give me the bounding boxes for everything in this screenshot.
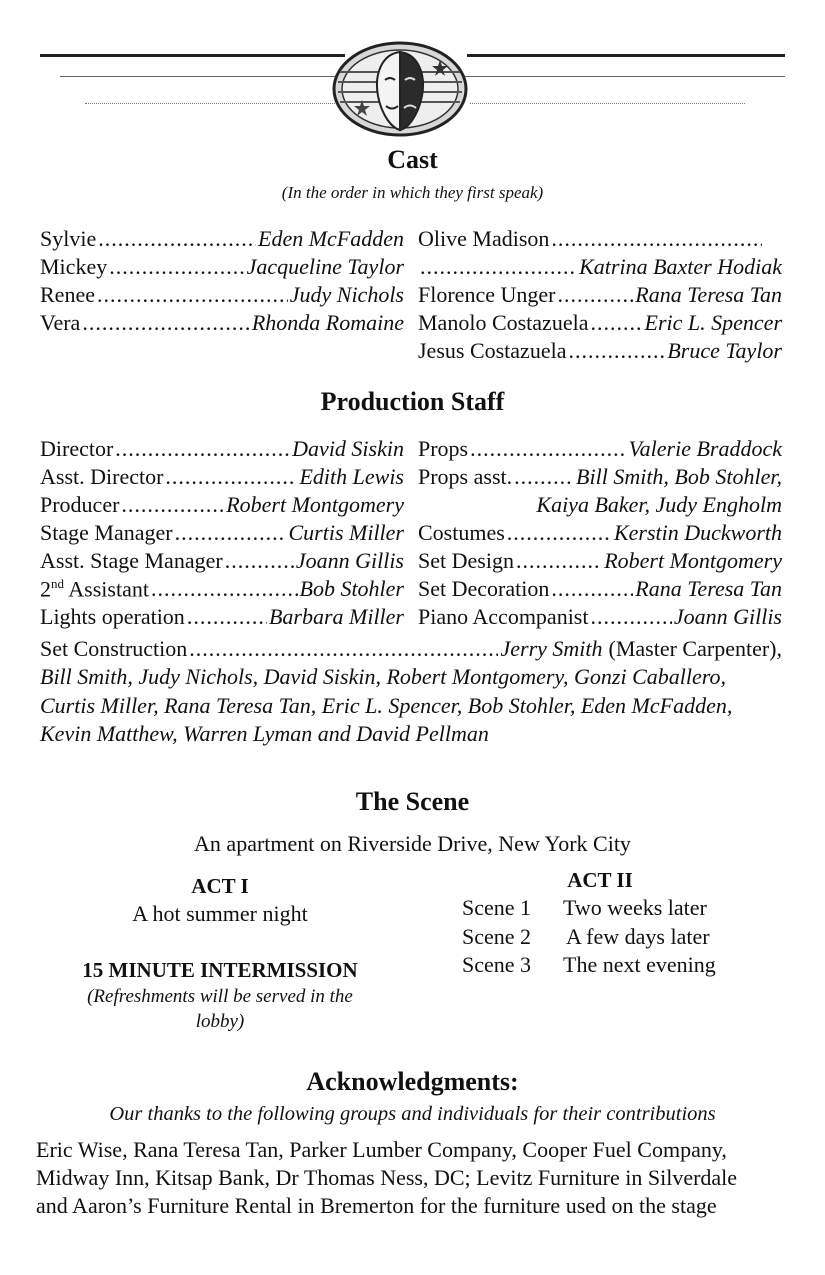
scene-row	[462, 923, 716, 952]
cast-line	[40, 310, 404, 336]
crew-line: Bill Smith, Judy Nichols, David Siskin, Robert Montgomery, Gonzi Caballero,	[40, 664, 727, 689]
staff-role: Asst. Stage Manager	[40, 548, 223, 573]
staff-role: Props	[418, 436, 469, 461]
acknowledgments-heading: Acknowledgments:	[306, 1067, 519, 1096]
staff-line	[418, 576, 782, 602]
staff-role: Stage Manager	[40, 520, 173, 545]
staff-line	[418, 464, 782, 490]
staff-line	[40, 604, 404, 630]
intermission-note	[40, 984, 400, 1034]
cast-role: Renee	[40, 282, 95, 307]
acknowledgments-body	[36, 1136, 796, 1220]
cast-role: Mickey	[40, 254, 108, 279]
staff-line	[418, 492, 782, 518]
staff-name: Bill Smith, Bob Stohler,	[576, 464, 782, 489]
staff-role: Costumes	[418, 520, 505, 545]
scene-setting: An apartment on Riverside Drive, New York City	[194, 831, 631, 856]
cast-role: Florence Unger	[418, 282, 556, 307]
staff-role: Director	[40, 436, 114, 461]
act2-title: ACT II	[567, 868, 633, 892]
rule-dotted-left	[85, 103, 335, 104]
scene-row	[462, 951, 716, 980]
cast-role: Manolo Costazuela	[418, 310, 589, 335]
scene-label: Scene 3	[462, 952, 532, 977]
cast-line	[40, 254, 404, 280]
staff-role: Set Design	[418, 548, 514, 573]
staff-name: Curtis Miller	[288, 520, 404, 545]
cast-actor: Eden McFadden	[258, 226, 404, 251]
cast-line	[40, 282, 404, 308]
header-ornament	[40, 40, 785, 140]
cast-actor: Jacqueline Taylor	[246, 254, 404, 279]
staff-name: David Siskin	[292, 436, 404, 461]
staff-line	[40, 464, 404, 490]
intermission-note-line: lobby)	[195, 1011, 245, 1032]
staff-line	[40, 492, 404, 518]
staff-name: Bob Stohler	[299, 576, 404, 602]
scene-heading: The Scene	[355, 787, 470, 816]
staff-note: (Master Carpenter),	[608, 636, 782, 661]
cast-actor: Rhonda Romaine	[251, 310, 404, 335]
staff-name: Kaiya Baker, Judy Engholm	[536, 492, 782, 517]
act2-scenes	[462, 894, 716, 980]
theatre-masks-emblem-icon	[330, 40, 470, 138]
cast-line	[418, 282, 782, 308]
cast-actor: Rana Teresa Tan	[635, 282, 782, 307]
rule-thin-left	[60, 76, 340, 77]
staff-name: Barbara Miller	[268, 604, 404, 629]
ack-line: Midway Inn, Kitsap Bank, Dr Thomas Ness, DC; Levitz Furniture in Silverdale	[36, 1165, 738, 1190]
staff-line	[40, 436, 404, 462]
scene-label: Scene 1	[462, 895, 532, 920]
staff-role: 2nd Assistant	[40, 576, 149, 602]
rule-right	[467, 54, 785, 57]
ack-line: Eric Wise, Rana Teresa Tan, Parker Lumber Company, Cooper Fuel Company,	[36, 1137, 727, 1162]
rule-left	[40, 54, 345, 57]
set-construction-crew	[40, 663, 790, 749]
cast-line	[418, 338, 782, 364]
cast-actor: Bruce Taylor	[667, 338, 782, 363]
staff-name: Rana Teresa Tan	[635, 576, 782, 601]
staff-name: Joann Gillis	[673, 604, 782, 629]
cast-line	[40, 226, 404, 252]
staff-role: Asst. Director	[40, 464, 164, 489]
staff-name: Robert Montgomery	[604, 548, 782, 573]
staff-name: Valerie Braddock	[628, 436, 782, 461]
act1-desc: A hot summer night	[132, 901, 308, 926]
scene-label: Scene 2	[462, 923, 532, 949]
staff-role: Props asst.	[418, 464, 513, 489]
staff-line	[40, 576, 404, 602]
staff-name: Kerstin Duckworth	[613, 520, 782, 545]
scene-desc: A few days later	[566, 923, 710, 949]
staff-role: Producer	[40, 492, 120, 517]
scene-row	[462, 894, 716, 923]
staff-name: Jerry Smith	[500, 636, 603, 661]
staff-line	[418, 548, 782, 574]
staff-line	[40, 548, 404, 574]
acknowledgments-subtitle: Our thanks to the following groups and individuals for their contributions	[109, 1103, 716, 1125]
staff-role: Set Construction	[40, 636, 188, 661]
cast-line	[418, 254, 782, 280]
set-construction-line	[40, 636, 782, 662]
staff-role: Set Decoration	[418, 576, 550, 601]
staff-role: Lights operation	[40, 604, 185, 629]
cast-role: Sylvie	[40, 226, 97, 251]
cast-role: Vera	[40, 310, 81, 335]
cast-role: Olive Madison	[418, 226, 550, 251]
staff-line	[418, 436, 782, 462]
staff-name: Robert Montgomery	[226, 492, 404, 517]
crew-line: Kevin Matthew, Warren Lyman and David Pellman	[40, 721, 489, 746]
staff-line	[418, 604, 782, 630]
cast-actor: Eric L. Spencer	[644, 310, 782, 335]
production-heading: Production Staff	[320, 387, 505, 416]
cast-line	[418, 310, 782, 336]
scene-desc: The next evening	[563, 952, 716, 977]
crew-line: Curtis Miller, Rana Teresa Tan, Eric L. Spencer, Bob Stohler, Eden McFadden,	[40, 692, 733, 718]
staff-name: Joann Gillis	[295, 548, 404, 573]
cast-role: Jesus Costazuela	[418, 338, 567, 363]
intermission-title: 15 MINUTE INTERMISSION	[82, 958, 358, 982]
scene-desc: Two weeks later	[563, 895, 707, 920]
cast-heading: Cast	[387, 145, 438, 174]
staff-name: Edith Lewis	[299, 464, 404, 489]
intermission-note-line: (Refreshments will be served in the	[87, 986, 353, 1007]
cast-line	[418, 226, 764, 252]
staff-line	[40, 520, 404, 546]
act1-title: ACT I	[191, 874, 249, 898]
staff-role: Piano Accompanist	[418, 604, 589, 629]
ack-line: and Aaron’s Furniture Rental in Bremerton for the furniture used on the stage	[36, 1193, 717, 1218]
rule-thin-right	[465, 76, 785, 77]
rule-dotted-right	[470, 103, 745, 104]
staff-line	[418, 520, 782, 546]
cast-actor: Katrina Baxter Hodiak	[579, 254, 782, 279]
cast-subtitle: (In the order in which they first speak)	[281, 183, 544, 202]
cast-actor: Judy Nichols	[289, 282, 404, 307]
